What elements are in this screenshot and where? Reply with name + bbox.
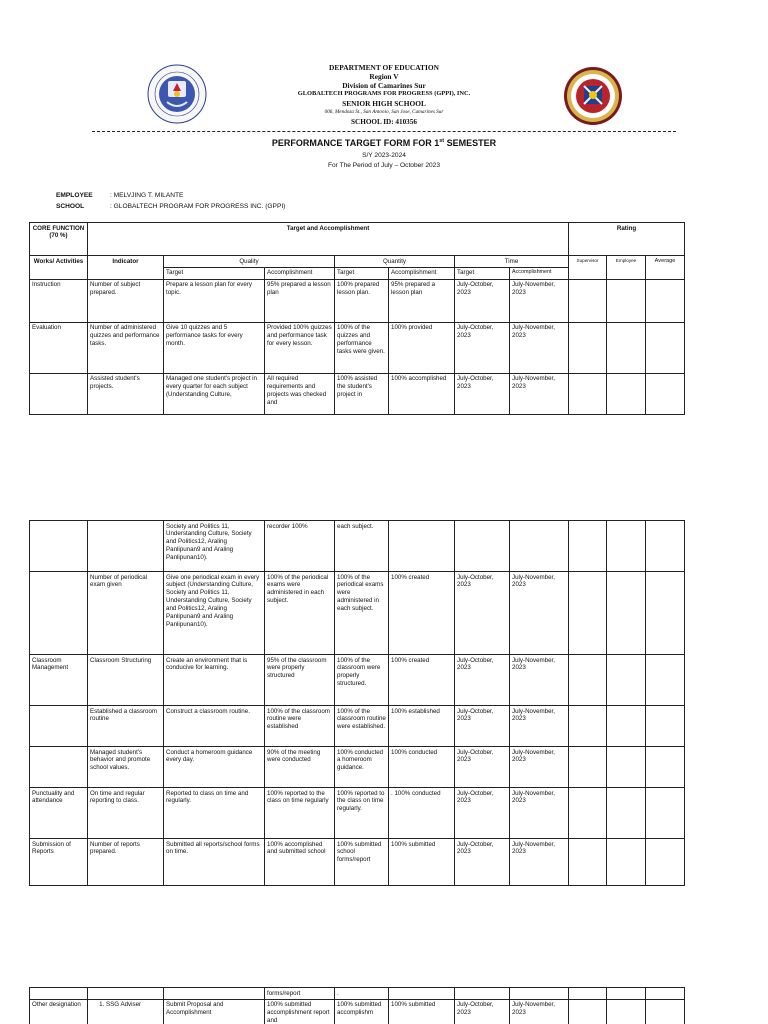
time-accomplishment-cell: July-November, 2023 xyxy=(510,839,569,886)
time-header: Time xyxy=(455,256,569,268)
quantity-target-cell: 100% assisted the student's project in xyxy=(335,373,389,414)
performance-table-page2 xyxy=(29,520,685,886)
indicator-cell xyxy=(88,988,164,1000)
quality-accomplishment-cell: 95% prepared a lesson plan xyxy=(265,279,335,322)
activity-cell: Instruction xyxy=(30,279,88,322)
quantity-accomplishment-cell: 100% created xyxy=(389,655,455,706)
table-row xyxy=(30,373,685,414)
department-name: DEPARTMENT OF EDUCATION xyxy=(329,63,439,72)
quantity-target-cell: 100% submitted accomplishm xyxy=(335,999,389,1024)
deped-seal-icon xyxy=(147,64,207,124)
table-row xyxy=(30,655,685,706)
works-header: Works/ Activities xyxy=(30,256,88,280)
indicator-cell: Number of periodical exam given xyxy=(88,572,164,655)
indicator-cell: Number of reports prepared. xyxy=(88,839,164,886)
employee-value: : MELVJING T. MILANTE xyxy=(110,192,184,199)
activity-cell: Classroom Management xyxy=(30,655,88,706)
quantity-target-cell: 100% conducted a homeroom guidance. xyxy=(335,747,389,788)
average-rating-cell xyxy=(646,999,685,1024)
quality-accomplishment-cell: Provided 100% quizzes and performance task for every lesson. xyxy=(265,322,335,373)
quantity-accomplishment-cell: 100% submitted xyxy=(389,999,455,1024)
average-rating-cell xyxy=(646,521,685,572)
quantity-header: Quantity xyxy=(335,256,455,268)
indicator-cell: Established a classroom routine xyxy=(88,706,164,747)
supervisor-header: Supervisor xyxy=(569,256,607,280)
rating-header: Rating xyxy=(569,223,685,256)
school-value: : GLOBALTECH PROGRAM FOR PROGRESS INC. (GPPI) xyxy=(110,203,286,210)
supervisor-rating-cell xyxy=(569,706,607,747)
target-accomplishment-header: Target and Accomplishment xyxy=(88,223,569,256)
average-rating-cell xyxy=(646,655,685,706)
region-name: Region V xyxy=(369,72,399,81)
school-label: SCHOOL xyxy=(56,203,85,210)
time-accomplishment-cell xyxy=(510,521,569,572)
form-title-sup: st xyxy=(439,138,445,144)
supervisor-rating-cell xyxy=(569,572,607,655)
indicator-header: Indicator xyxy=(88,256,164,280)
time-target-cell: July-October, 2023 xyxy=(455,747,510,788)
time-accomplishment-cell: July-November, 2023 xyxy=(510,999,569,1024)
quality-target-cell: Society and Politics 11, Understanding Culture, Society and Politics12, Araling Panlipunan9 and Araling Panlipunan10). xyxy=(164,521,265,572)
performance-table-page1 xyxy=(29,222,685,415)
time-target-cell: July-October, 2023 xyxy=(455,572,510,655)
header-divider xyxy=(92,131,676,132)
table-row xyxy=(30,999,685,1024)
time-accomplishment-cell: July-November, 2023 xyxy=(510,788,569,839)
supervisor-rating-cell xyxy=(569,839,607,886)
quantity-target-header: Target xyxy=(335,267,389,279)
average-rating-cell xyxy=(646,322,685,373)
quality-header: Quality xyxy=(164,256,335,268)
quality-accomplishment-cell: recorder 100% xyxy=(265,521,335,572)
table-row xyxy=(30,788,685,839)
quantity-target-cell: 100% of the periodical exams were administered in each subject. xyxy=(335,572,389,655)
quality-target-cell: Give one periodical exam in every subject (Understanding Culture, Society and Politics 11, Understanding Culture, Society and Politics12, Araling Panlipunan9 and Araling Panlipunan10). xyxy=(164,572,265,655)
indicator-cell: Number of subject prepared. xyxy=(88,279,164,322)
school-year: S/Y 2023-2024 xyxy=(362,152,406,159)
supervisor-rating-cell xyxy=(569,279,607,322)
average-rating-cell xyxy=(646,279,685,322)
average-rating-cell xyxy=(646,747,685,788)
quality-target-cell: Submit Proposal and Accomplishment xyxy=(164,999,265,1024)
quality-accomplishment-cell: 100% of the periodical exams were administered in each subject. xyxy=(265,572,335,655)
form-title xyxy=(180,138,588,148)
time-accomplishment-cell: July-November, 2023 xyxy=(510,655,569,706)
quality-target-cell: Give 10 quizzes and 5 performance tasks for every month. xyxy=(164,322,265,373)
average-rating-cell xyxy=(646,988,685,1000)
indicator-cell xyxy=(88,521,164,572)
time-accomplishment-cell: July-November, 2023 xyxy=(510,747,569,788)
average-rating-cell xyxy=(646,706,685,747)
quantity-target-cell: each subject. xyxy=(335,521,389,572)
indicator-cell: Assisted student's projects. xyxy=(88,373,164,414)
time-target-cell: July-October, 2023 xyxy=(455,706,510,747)
supervisor-rating-cell xyxy=(569,788,607,839)
employee-label: EMPLOYEE xyxy=(56,192,93,199)
employee-rating-cell xyxy=(607,839,646,886)
employee-header: Employee xyxy=(607,256,646,280)
average-rating-cell xyxy=(646,839,685,886)
quality-target-cell: Reported to class on time and regularly. xyxy=(164,788,265,839)
school-id: SCHOOL ID: 410356 xyxy=(351,118,417,126)
employee-rating-cell xyxy=(607,322,646,373)
quality-accomplishment-cell: 90% of the meeting were conducted xyxy=(265,747,335,788)
quality-target-header: Target xyxy=(164,267,265,279)
employee-rating-cell xyxy=(607,999,646,1024)
activity-cell xyxy=(30,747,88,788)
table-row xyxy=(30,279,685,322)
supervisor-rating-cell xyxy=(569,521,607,572)
time-target-cell: July-October, 2023 xyxy=(455,788,510,839)
quantity-accomplishment-cell: 95% prepared a lesson plan xyxy=(389,279,455,322)
activity-cell xyxy=(30,521,88,572)
quality-accomplishment-cell: 100% of the classroom routine were established xyxy=(265,706,335,747)
supervisor-rating-cell xyxy=(569,322,607,373)
quality-accomplishment-cell: All required requirements and projects was checked and xyxy=(265,373,335,414)
table-row xyxy=(30,988,685,1000)
performance-table-page3 xyxy=(29,987,685,1024)
core-function-header: CORE FUNCTION (70 %) xyxy=(30,223,88,256)
activity-cell: Punctuality and attendance xyxy=(30,788,88,839)
time-target-cell: July-October, 2023 xyxy=(455,839,510,886)
activity-cell: Other designation xyxy=(30,999,88,1024)
time-target-cell xyxy=(455,988,510,1000)
supervisor-rating-cell xyxy=(569,747,607,788)
quality-accomplishment-header: Accomplishment xyxy=(265,267,335,279)
activity-cell: Evaluation xyxy=(30,322,88,373)
time-target-cell xyxy=(455,521,510,572)
school-address: 006, Mendoza St., San Antonio, San Jose, Camarines Sur xyxy=(324,109,444,115)
quality-accomplishment-cell: 95% of the classroom were properly structured xyxy=(265,655,335,706)
time-target-cell: July-October, 2023 xyxy=(455,655,510,706)
time-accomplishment-cell: July-November, 2023 xyxy=(510,572,569,655)
form-title-text: PERFORMANCE TARGET FORM FOR 1 xyxy=(271,138,440,148)
quantity-target-cell: 100% of the classroom were properly structured. xyxy=(335,655,389,706)
time-accomplishment-cell: July-November, 2023 xyxy=(510,279,569,322)
time-target-cell: July-October, 2023 xyxy=(455,322,510,373)
time-accomplishment-cell xyxy=(510,988,569,1000)
quantity-accomplishment-cell xyxy=(389,521,455,572)
time-accomplishment-cell: July-November, 2023 xyxy=(510,322,569,373)
quality-target-cell: Construct a classroom routine. xyxy=(164,706,265,747)
time-accomplishment-header: Accomplishment xyxy=(510,267,569,279)
time-accomplishment-cell: July-November, 2023 xyxy=(510,706,569,747)
time-target-cell: July-October, 2023 xyxy=(455,279,510,322)
employee-rating-cell xyxy=(607,279,646,322)
activity-cell xyxy=(30,706,88,747)
activity-cell xyxy=(30,988,88,1000)
quality-target-cell: Conduct a homeroom guidance every day. xyxy=(164,747,265,788)
supervisor-rating-cell xyxy=(569,999,607,1024)
quality-target-cell: Managed one student's project in every quarter for each subject (Understanding Culture, xyxy=(164,373,265,414)
quality-target-cell: Submitted all reports/school forms on time. xyxy=(164,839,265,886)
table-row xyxy=(30,521,685,572)
employee-rating-cell xyxy=(607,706,646,747)
average-rating-cell xyxy=(646,788,685,839)
quantity-accomplishment-cell: 100% provided xyxy=(389,322,455,373)
activity-cell xyxy=(30,373,88,414)
quantity-target-cell: . xyxy=(335,988,389,1000)
employee-rating-cell xyxy=(607,521,646,572)
supervisor-rating-cell xyxy=(569,655,607,706)
indicator-cell: Number of administered quizzes and performance tasks. xyxy=(88,322,164,373)
table-row xyxy=(30,839,685,886)
indicator-cell: On time and regular reporting to class. xyxy=(88,788,164,839)
average-rating-cell xyxy=(646,572,685,655)
division-name: Division of Camarines Sur xyxy=(342,81,426,90)
school-level: SENIOR HIGH SCHOOL xyxy=(342,99,426,108)
table-row xyxy=(30,572,685,655)
quantity-target-cell: 100% reported to the class on time regularly. xyxy=(335,788,389,839)
indicator-cell: Classroom Structuring xyxy=(88,655,164,706)
designation-list xyxy=(106,1001,161,1009)
quantity-accomplishment-cell xyxy=(389,988,455,1000)
activity-cell xyxy=(30,572,88,655)
table-row xyxy=(30,747,685,788)
quantity-accomplishment-header: Accomplishment xyxy=(389,267,455,279)
quality-accomplishment-cell: forms/report xyxy=(265,988,335,1000)
company-name: GLOBALTECH PROGRAMS FOR PROGRESS (GPPI), INC. xyxy=(297,90,471,97)
quality-accomplishment-cell: 100% reported to the class on time regularly xyxy=(265,788,335,839)
quantity-target-cell: 100% of the classroom routine were established. xyxy=(335,706,389,747)
indicator-cell xyxy=(88,999,164,1024)
supervisor-rating-cell xyxy=(569,373,607,414)
quantity-target-cell: 100% prepared lesson plan. xyxy=(335,279,389,322)
quality-accomplishment-cell: 100% submitted accomplishment report and xyxy=(265,999,335,1024)
gppi-seal-icon xyxy=(563,66,623,126)
quantity-accomplishment-cell: 100% accomplished xyxy=(389,373,455,414)
quantity-target-cell: 100% of the quizzes and performance tasks were given. xyxy=(335,322,389,373)
employee-rating-cell xyxy=(607,788,646,839)
table-row xyxy=(30,706,685,747)
employee-rating-cell xyxy=(607,655,646,706)
average-header: Average xyxy=(646,256,685,280)
quantity-accomplishment-cell: . 100% conducted xyxy=(389,788,455,839)
designation-item: 1. SSG Adviser xyxy=(106,1001,161,1009)
quantity-accomplishment-cell: 100% submitted xyxy=(389,839,455,886)
quality-target-cell: Prepare a lesson plan for every topic. xyxy=(164,279,265,322)
employee-rating-cell xyxy=(607,988,646,1000)
time-target-cell: July-October, 2023 xyxy=(455,373,510,414)
quantity-target-cell: 100% submitted school forms/report xyxy=(335,839,389,886)
activity-cell: Submission of Reports xyxy=(30,839,88,886)
table-row xyxy=(30,322,685,373)
quantity-accomplishment-cell: 100% conducted xyxy=(389,747,455,788)
quality-target-cell: Create an environment that is conducive for learning. xyxy=(164,655,265,706)
quantity-accomplishment-cell: 100% established xyxy=(389,706,455,747)
period: For The Period of July – October 2023 xyxy=(327,162,441,169)
employee-rating-cell xyxy=(607,747,646,788)
supervisor-rating-cell xyxy=(569,988,607,1000)
time-accomplishment-cell: July-November, 2023 xyxy=(510,373,569,414)
indicator-cell: Managed student's behavior and promote school values. xyxy=(88,747,164,788)
form-title-suffix: SEMESTER xyxy=(444,138,497,148)
quantity-accomplishment-cell: 100% created xyxy=(389,572,455,655)
time-target-cell: July-October, 2023 xyxy=(455,999,510,1024)
average-rating-cell xyxy=(646,373,685,414)
quality-target-cell xyxy=(164,988,265,1000)
time-target-header: Target xyxy=(455,267,510,279)
employee-rating-cell xyxy=(607,572,646,655)
quality-accomplishment-cell: 100% accomplished and submitted school xyxy=(265,839,335,886)
employee-rating-cell xyxy=(607,373,646,414)
